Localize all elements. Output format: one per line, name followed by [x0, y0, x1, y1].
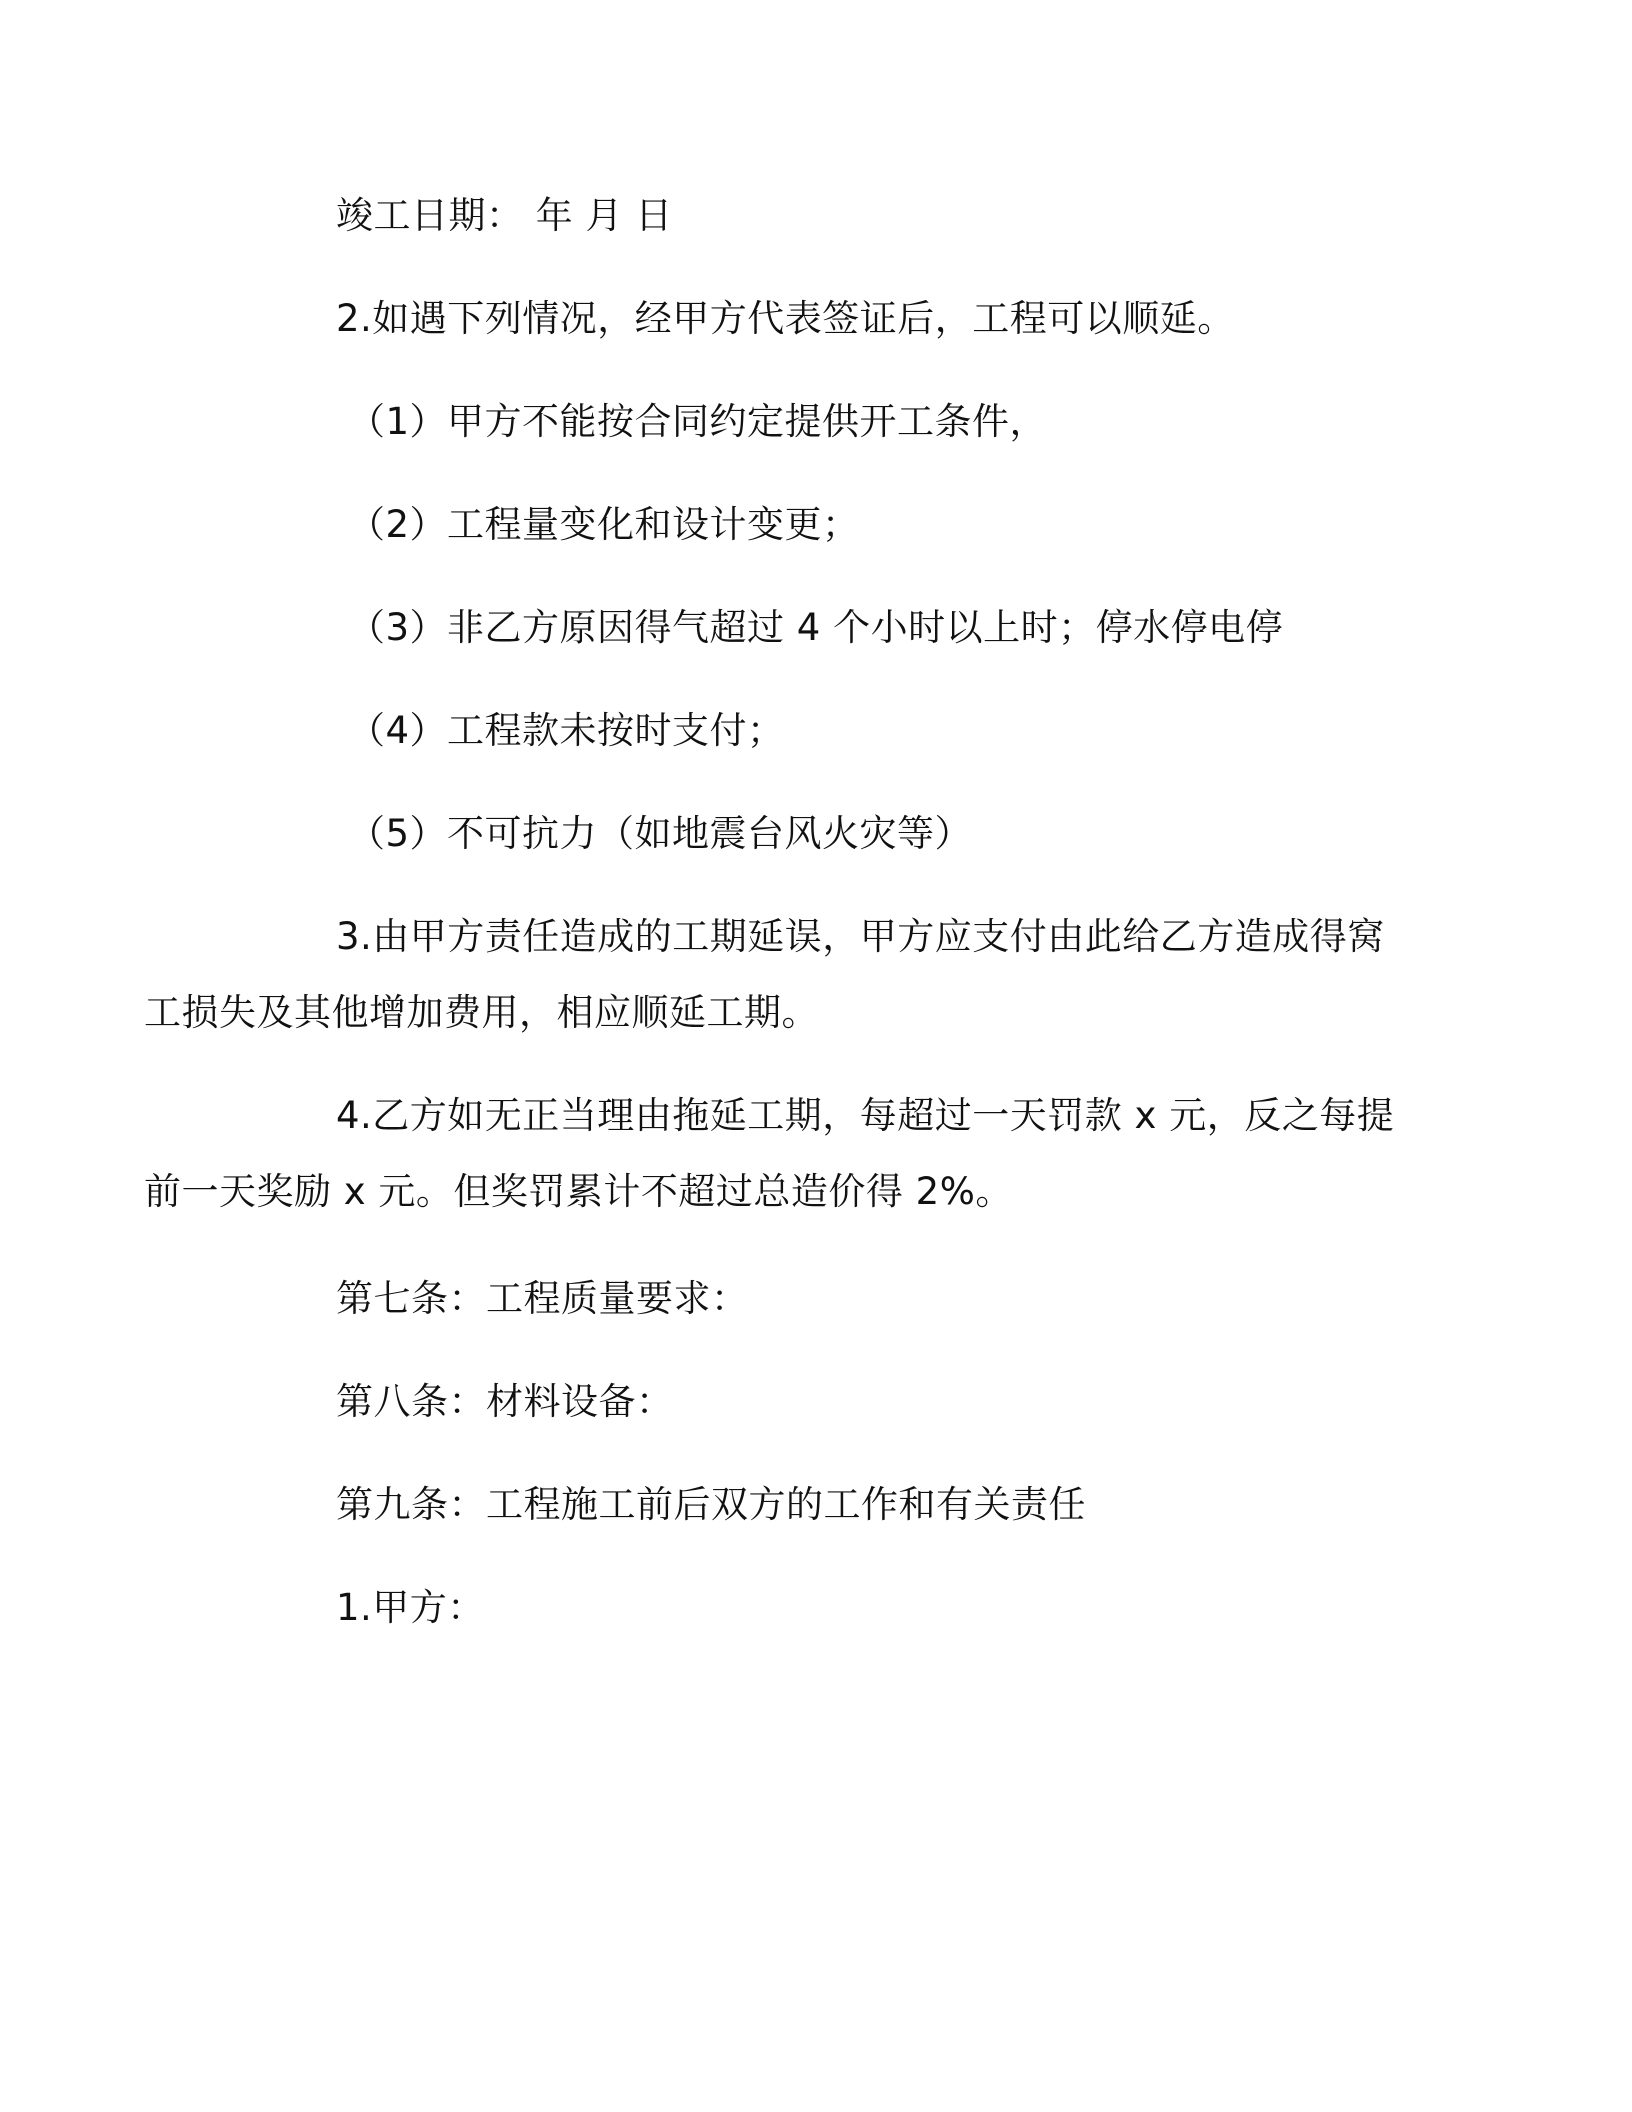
- clause-item-4-line-1: 4.乙方如无正当理由拖延工期，每超过一天罚款 x 元，反之每提: [336, 1094, 1395, 1137]
- clause-item-2-text: 2.如遇下列情况，经甲方代表签证后，工程可以顺延。: [336, 297, 1235, 340]
- sub-item-3: [240, 602, 1370, 654]
- article-8-text: 第八条：材料设备：: [336, 1380, 674, 1423]
- sub-item-5-text: （5）不可抗力（如地震台风火灾等）: [348, 812, 973, 855]
- clause-item-4-paragraph: [144, 1078, 1395, 1230]
- article-9-text: 第九条：工程施工前后双方的工作和有关责任: [336, 1483, 1086, 1526]
- sub-item-1-text: （1）甲方不能按合同约定提供开工条件，: [348, 400, 1048, 443]
- sub-item-3-text: （3）非乙方原因得气超过 4 个小时以上时；停水停电停: [348, 606, 1284, 649]
- sub-item-5: [240, 808, 1370, 860]
- completion-date-text: 竣工日期： 年 月 日: [336, 194, 673, 237]
- clause-item-4: [144, 1078, 1395, 1230]
- completion-date-line: [240, 190, 1370, 242]
- clause-item-3-line-1: 3.由甲方责任造成的工期延误，甲方应支付由此给乙方造成得窝: [336, 915, 1385, 958]
- sub-item-4: [240, 705, 1370, 757]
- clause-item-3-line-2: 工损失及其他增加费用，相应顺延工期。: [144, 991, 819, 1034]
- article-7-text: 第七条：工程质量要求：: [336, 1277, 749, 1320]
- sub-item-2: [240, 499, 1370, 551]
- article-7: [240, 1273, 1370, 1325]
- party-a-text: 1.甲方：: [336, 1586, 485, 1629]
- sub-item-1: [240, 396, 1370, 448]
- article-8: [240, 1376, 1370, 1428]
- clause-item-2: [240, 293, 1370, 345]
- party-a-line: [240, 1582, 1370, 1634]
- clause-item-3-paragraph: [144, 899, 1385, 1051]
- sub-item-4-text: （4）工程款未按时支付；: [348, 709, 785, 752]
- clause-item-3: [144, 899, 1385, 1051]
- sub-item-2-text: （2）工程量变化和设计变更；: [348, 503, 860, 546]
- article-9: [240, 1479, 1370, 1531]
- clause-item-4-line-2: 前一天奖励 x 元。但奖罚累计不超过总造价得 2%。: [144, 1170, 1013, 1213]
